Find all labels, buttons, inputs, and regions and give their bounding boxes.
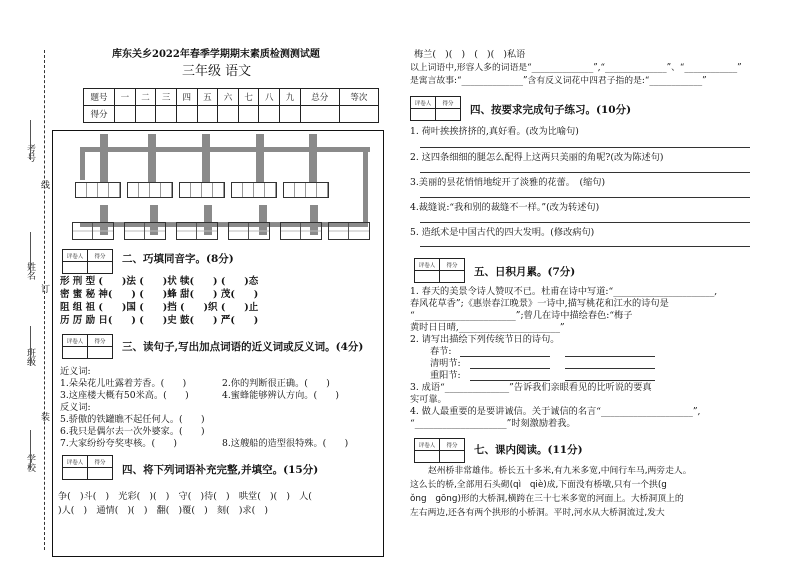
answer-line[interactable] [470, 380, 550, 381]
answer-line[interactable] [420, 197, 750, 198]
score-cell[interactable] [339, 106, 378, 123]
grader-box: 评卷人 得分 [62, 334, 113, 359]
score-cell[interactable] [280, 106, 301, 123]
exam-title: 库东关乡2022年春季学期期末素质检测测试题 [112, 49, 320, 60]
sentence-item: 1. 荷叶挨挨挤挤的,真好看。(改为比喻句) [410, 126, 579, 137]
festival-label: 春节: [430, 346, 452, 357]
antonym-item: 8.这艘船的造型很特殊。( ) [222, 438, 349, 449]
margin-label-zhuang: 装 [39, 412, 49, 421]
margin-label-kaohao: 考号 [25, 144, 35, 162]
grader-box: 评卷人 得分 [414, 438, 465, 463]
answer-line[interactable] [420, 172, 750, 173]
festival-label: 重阳节: [430, 370, 461, 381]
answer-line[interactable] [470, 368, 550, 369]
score-header-cell: 六 [218, 89, 239, 106]
margin-label-banji: 班级 [25, 348, 35, 366]
score-header-cell: 一 [115, 89, 136, 106]
homophone-row: 阻 组 祖 ( )国 ( )挡 ( )织 ( )止 [60, 302, 259, 313]
antonym-label: 反义词: [60, 402, 91, 413]
recitation-line: “____________________”时刻激励着我。 [410, 418, 576, 429]
reading-passage-line: ǒng gōng)形的大桥洞,横跨在三十七米多宽的河面上。大桥洞顶上的 [410, 494, 684, 504]
section-heading-5: 五、日积月累。(7分) [474, 266, 576, 278]
grader-box: 评卷人 得分 [410, 96, 461, 121]
synonym-item: 2.你的判断很正确。( ) [222, 378, 330, 389]
grader-box: 评卷人 得分 [62, 455, 113, 480]
synonym-label: 近义词: [60, 366, 91, 377]
section-heading-2: 二、巧填同音字。(8分) [122, 253, 234, 265]
right-top-line: 梅兰( )( ) ( )( )私语 [414, 49, 526, 60]
section-heading-7: 七、课内阅读。(11分) [474, 444, 583, 456]
recitation-line: 4. 做人最重要的是要讲诚信。关于诚信的名言“____________________”, [410, 406, 701, 417]
score-header-cell: 四 [176, 89, 197, 106]
sentence-item: 5. 造纸术是中国古代的四大发明。(修改病句) [410, 227, 595, 238]
margin-label-xian: 线 [39, 180, 49, 189]
fill-line-banji[interactable] [30, 326, 31, 366]
score-cell[interactable] [238, 106, 259, 123]
score-cell[interactable] [176, 106, 197, 123]
pinyin-box[interactable] [75, 182, 121, 198]
recitation-line: 1. 春天的美景令诗人赞叹不已。杜甫在诗中写道:“______________________, [410, 286, 718, 297]
idiom-row: 争( )斗( ) 光彩( )( ) 守( )待( ) 哄堂( )( ) 人( [58, 491, 312, 502]
pinyin-box[interactable] [179, 182, 225, 198]
festival-label: 清明节: [430, 358, 461, 369]
char-box[interactable] [228, 222, 270, 240]
char-box[interactable] [124, 222, 166, 240]
recitation-line: 实可靠。 [410, 394, 447, 405]
score-cell[interactable]: 得分 [84, 106, 115, 123]
score-header-cell: 等次 [339, 89, 378, 106]
homophone-row: 密 蜜 秘 神( ) ( )蜂 甜( ) 茂( ) [60, 289, 259, 300]
recitation-line: 3. 成语“______________”告诉我们亲眼看见的比听说的要真 [410, 382, 652, 393]
sentence-item: 3.美丽的昙花悄悄地绽开了淡雅的花蕾。 (缩句) [410, 177, 606, 188]
idiom-row: )人( ) 通情( )( ) 翻( )覆( ) 刻( )求( ) [58, 505, 268, 516]
score-header-cell: 题号 [84, 89, 115, 106]
score-cell[interactable] [197, 106, 218, 123]
section-heading-4: 四、将下列词语补充完整,并填空。(15分) [122, 464, 319, 476]
synonym-item: 4.蜜蜂能够辨认方向。( ) [222, 390, 339, 401]
recitation-line: “______________________”;曾几在诗中描绘春色:“梅子 [410, 310, 633, 321]
score-cell[interactable] [115, 106, 136, 123]
homophone-row: 历 厉 励 日( ) ( )史 鼓( ) 严( ) [60, 315, 259, 326]
char-box[interactable] [176, 222, 218, 240]
antonym-item: 6.我只是偶尔去一次外婆家。( ) [60, 426, 205, 437]
fill-line-kaohao[interactable] [30, 120, 31, 160]
section-heading-sentences: 四、按要求完成句子练习。(10分) [470, 104, 632, 116]
reading-passage-line: 赵州桥非常雄伟。桥长五十多米,有九米多宽,中间行车马,两旁走人。 [428, 466, 692, 476]
reading-passage-line: 这么长的桥,全部用石头砌(qì qiè)成,下面没有桥墩,只有一个拱(g [410, 480, 667, 490]
recitation-line: 2. 请写出描绘下列传统节日的诗句。 [410, 334, 560, 345]
score-header-cell: 总分 [300, 89, 339, 106]
answer-line[interactable] [565, 368, 655, 369]
antonym-item: 5.骄傲的铁罐瞧不起任何人。( ) [60, 414, 205, 425]
homophone-row: 形 刑 型 ( )法 ( )状 犊( ) ( )态 [60, 276, 259, 287]
char-box[interactable] [72, 222, 114, 240]
binding-line [44, 50, 45, 550]
right-top-line: 以上词语中,形容人多的词语是“______________”,“______________”、“____________” [410, 63, 742, 73]
recitation-line: 黄时日日晴,______________________” [410, 322, 565, 333]
section-heading-3: 三、读句子,写出加点词语的近义词或反义词。(4分) [122, 341, 364, 353]
right-top-line: 是寓言故事:“______________”含有反义词花中四君子指的是:“____________” [410, 76, 707, 86]
answer-line[interactable] [420, 246, 750, 247]
margin-label-xingming: 姓名 [25, 262, 35, 280]
sentence-item: 4.裁缝说:“我和别的裁缝不一样。”(改为转述句) [410, 202, 600, 213]
score-header-cell: 八 [259, 89, 280, 106]
grader-box: 评卷人 得分 [414, 258, 465, 283]
answer-line[interactable] [565, 356, 655, 357]
score-header-cell: 五 [197, 89, 218, 106]
pinyin-box[interactable] [283, 182, 329, 198]
answer-line[interactable] [565, 380, 655, 381]
score-cell[interactable] [259, 106, 280, 123]
score-cell[interactable] [135, 106, 156, 123]
score-cell[interactable] [156, 106, 177, 123]
sentence-item: 2. 这四条细细的腿怎么配得上这两只美丽的角呢?(改为陈述句) [410, 152, 664, 163]
margin-label-ding: 订 [39, 284, 49, 293]
reading-passage-line: 左右两边,还各有两个拱形的小桥洞。平时,河水从大桥洞流过,发大 [410, 508, 665, 518]
synonym-item: 1.朵朵花儿吐露着芳香。( ) [60, 378, 187, 389]
margin-label-xuexiao: 学校 [25, 454, 35, 472]
pinyin-box[interactable] [231, 182, 277, 198]
pinyin-box[interactable] [127, 182, 173, 198]
answer-line[interactable] [420, 222, 750, 223]
pinyin-image-frame [80, 147, 370, 152]
recitation-line: 春风花草香”;《惠崇春江晚景》一诗中,描写桃花和江水的诗句是 [410, 298, 669, 309]
answer-line[interactable] [460, 356, 550, 357]
exam-subtitle: 三年级 语文 [182, 64, 252, 79]
synonym-item: 3.这座楼大概有50米高。( ) [60, 390, 189, 401]
score-cell[interactable] [218, 106, 239, 123]
answer-line[interactable] [420, 147, 750, 148]
score-table [83, 88, 379, 123]
grader-box: 评卷人 得分 [62, 249, 113, 274]
score-header-cell: 七 [238, 89, 259, 106]
char-box[interactable] [328, 222, 370, 240]
fill-line-xingming[interactable] [30, 232, 31, 272]
fill-line-xuexiao[interactable] [30, 430, 31, 470]
score-header-cell: 九 [280, 89, 301, 106]
score-cell[interactable] [300, 106, 339, 123]
score-header-cell: 二 [135, 89, 156, 106]
char-box[interactable] [280, 222, 322, 240]
antonym-item: 7.大家纷纷夸奖枣核。( ) [60, 438, 177, 449]
score-header-cell: 三 [156, 89, 177, 106]
